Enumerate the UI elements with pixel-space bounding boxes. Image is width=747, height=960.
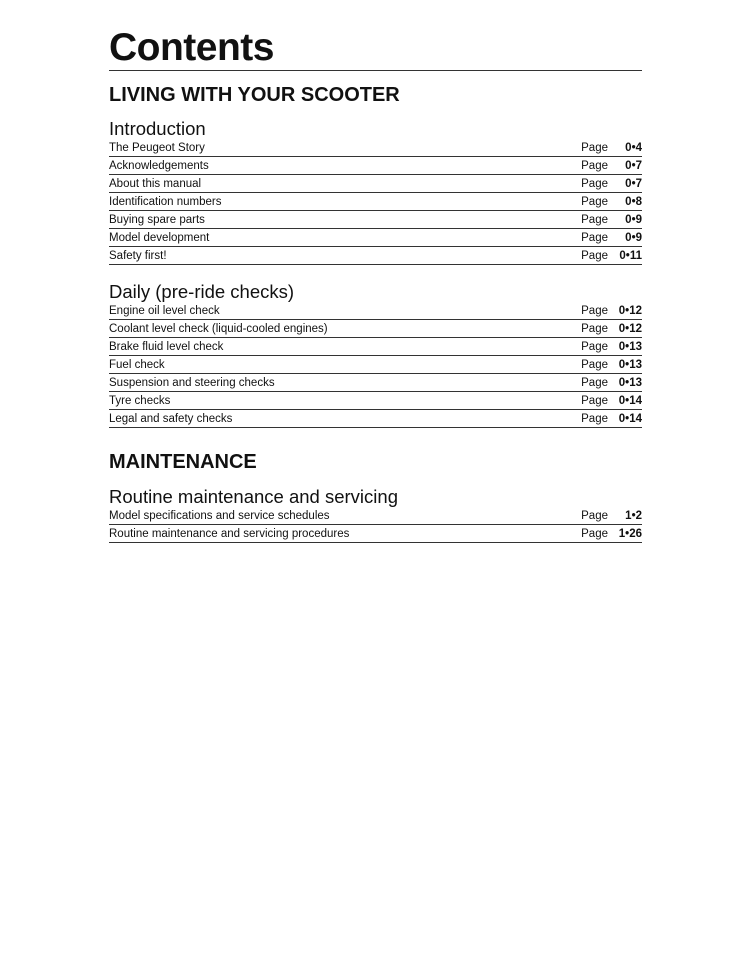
page-word: Page	[581, 528, 608, 540]
toc-entry[interactable]	[109, 247, 642, 265]
toc-entry-label: Safety first!	[109, 250, 167, 262]
page-number: 0•14	[618, 395, 642, 407]
page-word: Page	[581, 214, 608, 226]
page-number: 0•14	[618, 413, 642, 425]
toc-entry[interactable]	[109, 139, 642, 157]
part-heading-living: LIVING WITH YOUR SCOOTER	[109, 84, 400, 106]
toc-entry-label: Acknowledgements	[109, 160, 209, 172]
toc-entry-label: Model development	[109, 232, 210, 244]
toc-entry[interactable]	[109, 157, 642, 175]
toc-list-introduction	[109, 139, 642, 265]
page-word: Page	[581, 323, 608, 335]
page-number: 0•4	[625, 142, 642, 154]
toc-list-daily	[109, 302, 642, 428]
page-number: 0•11	[619, 250, 642, 262]
toc-entry[interactable]	[109, 211, 642, 229]
toc-entry-label: Tyre checks	[109, 395, 171, 407]
toc-entry-label: Identification numbers	[109, 196, 222, 208]
toc-entry-label: The Peugeot Story	[109, 142, 205, 154]
toc-entry[interactable]	[109, 229, 642, 247]
toc-entry[interactable]	[109, 525, 642, 543]
page-word: Page	[581, 232, 608, 244]
page-word: Page	[581, 413, 608, 425]
page-number: 0•9	[625, 214, 642, 226]
toc-entry-label: Model specifications and service schedules	[109, 510, 330, 522]
toc-entry-label: Buying spare parts	[109, 214, 205, 226]
toc-entry-label: Legal and safety checks	[109, 413, 233, 425]
page-number: 0•12	[618, 323, 642, 335]
page-number: 0•13	[618, 377, 642, 389]
part-heading-maintenance: MAINTENANCE	[109, 451, 257, 473]
page-number: 0•7	[625, 160, 642, 172]
toc-entry-label: Fuel check	[109, 359, 165, 371]
toc-entry[interactable]	[109, 175, 642, 193]
toc-entry-label: Routine maintenance and servicing procedures	[109, 528, 350, 540]
toc-entry[interactable]	[109, 410, 642, 428]
toc-list-routine	[109, 507, 642, 543]
title-divider	[109, 70, 642, 71]
page-word: Page	[581, 359, 608, 371]
toc-entry[interactable]	[109, 302, 642, 320]
page-word: Page	[581, 341, 608, 353]
page-number: 0•7	[625, 178, 642, 190]
page-number: 0•13	[618, 359, 642, 371]
section-title-routine: Routine maintenance and servicing	[109, 486, 398, 507]
page-word: Page	[581, 395, 608, 407]
page-word: Page	[581, 377, 608, 389]
toc-entry[interactable]	[109, 374, 642, 392]
toc-entry-label: Suspension and steering checks	[109, 377, 275, 389]
toc-entry[interactable]	[109, 356, 642, 374]
section-title-daily: Daily (pre-ride checks)	[109, 281, 295, 302]
page-word: Page	[581, 142, 608, 154]
toc-entry[interactable]	[109, 338, 642, 356]
toc-entry-label: Engine oil level check	[109, 305, 220, 317]
toc-entry-label: Coolant level check (liquid-cooled engines)	[109, 323, 328, 335]
section-title-introduction: Introduction	[109, 118, 206, 139]
page-number: 0•9	[625, 232, 642, 244]
page-number: 0•12	[618, 305, 642, 317]
page-word: Page	[581, 196, 608, 208]
page-word: Page	[581, 160, 608, 172]
toc-entry[interactable]	[109, 507, 642, 525]
page-number: 1•26	[618, 528, 642, 540]
page-title: Contents	[109, 26, 274, 69]
toc-entry-label: About this manual	[109, 178, 202, 190]
page-word: Page	[581, 305, 608, 317]
page-number: 0•13	[618, 341, 642, 353]
page-word: Page	[581, 178, 608, 190]
page-word: Page	[581, 510, 608, 522]
page-number: 0•8	[625, 196, 642, 208]
toc-entry-label: Brake fluid level check	[109, 341, 224, 353]
toc-entry[interactable]	[109, 193, 642, 211]
toc-entry[interactable]	[109, 392, 642, 410]
page-word: Page	[581, 250, 608, 262]
toc-entry[interactable]	[109, 320, 642, 338]
page-number: 1•2	[625, 510, 642, 522]
